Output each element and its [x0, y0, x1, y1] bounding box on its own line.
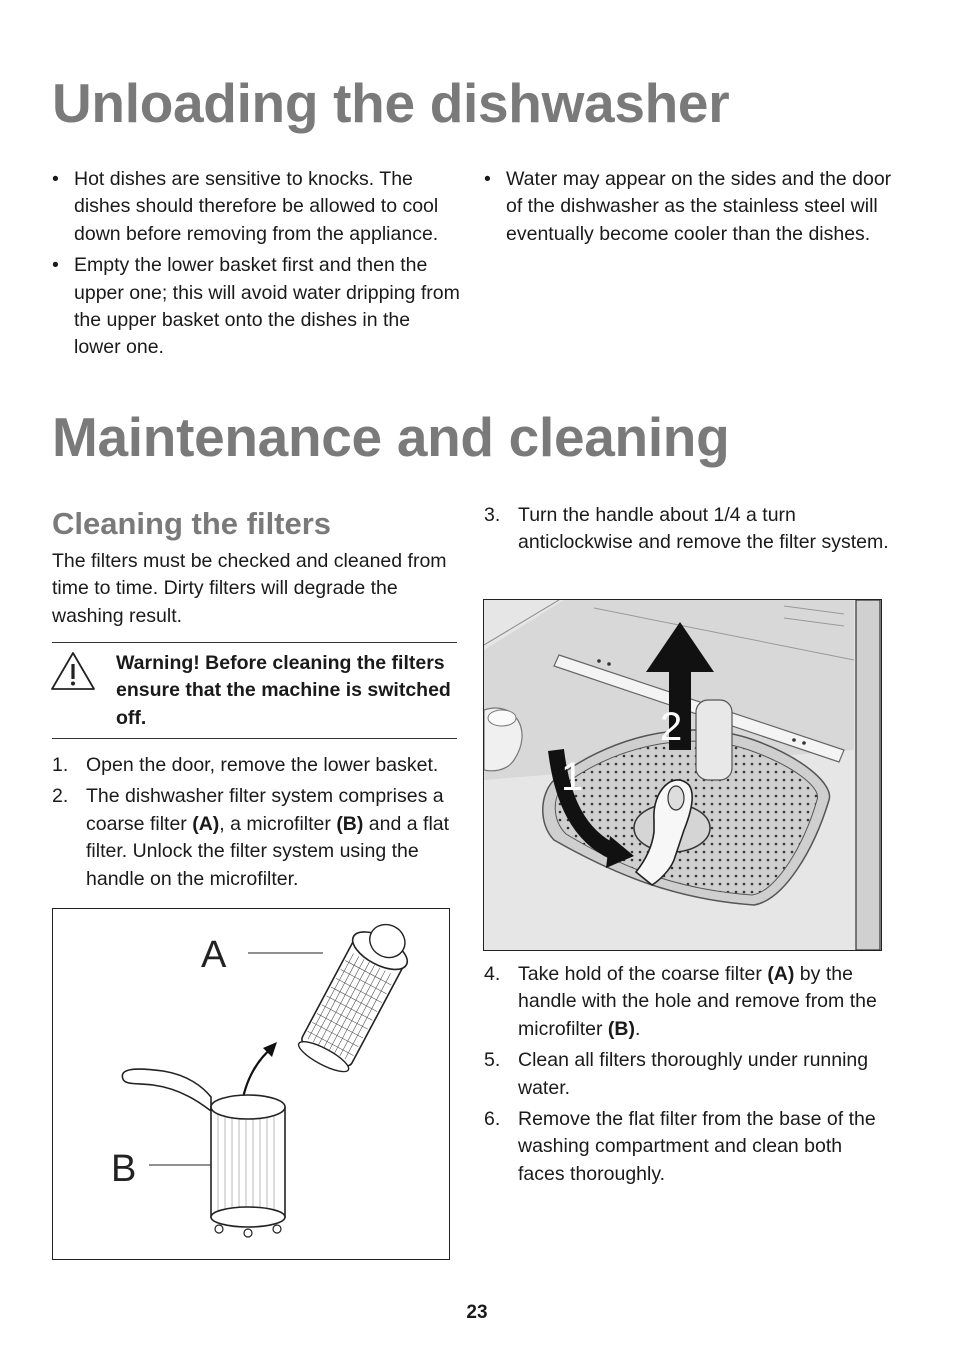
- filters-intro: The filters must be checked and cleaned from time to time. Dirty filters will degrade the washing result.: [52, 550, 447, 627]
- step-bold-ref: (B): [607, 1017, 635, 1040]
- unloading-bullets-left: [52, 166, 462, 362]
- step-text: Open the door, remove the lower basket.: [86, 754, 439, 776]
- bullet-text: Water may appear on the sides and the door of the dishwasher as the stainless steel will eventually become cooler than the dishes.: [506, 168, 892, 245]
- warning-top-rule: [52, 642, 457, 643]
- step-item: [484, 502, 894, 557]
- unloading-right-column: [484, 166, 899, 252]
- step-number: 5.: [484, 1049, 501, 1072]
- bullet-item: [52, 252, 462, 362]
- step3-column: [484, 502, 894, 561]
- bullet-item: [484, 166, 899, 248]
- dishwasher-drawing: [484, 600, 881, 950]
- step-item: [484, 1047, 894, 1102]
- label-a: A: [201, 934, 227, 976]
- section-title-maintenance: Maintenance and cleaning: [52, 406, 730, 468]
- bullet-text: Hot dishes are sensitive to knocks. The dishes should therefore be allowed to cool down before removing from the appliance.: [74, 168, 439, 245]
- warning-triangle-icon: [50, 650, 96, 692]
- step-bold-ref: (B): [336, 812, 364, 835]
- section-title-unloading: Unloading the dishwasher: [52, 72, 730, 134]
- step-number: 3.: [484, 504, 501, 526]
- bullet-text: Empty the lower basket first and then the upper one; this will avoid water dripping from the upper basket onto the dishes in the lower one.: [74, 254, 460, 359]
- steps-right-column: [484, 961, 894, 1192]
- bullet-dot: •: [484, 168, 491, 190]
- step-text: , a microfilter: [219, 812, 337, 835]
- bullet-dot: •: [52, 254, 59, 277]
- filter-illustration: [52, 908, 450, 1260]
- steps-list-right: [484, 961, 894, 1188]
- steps-list-step3: [484, 502, 894, 557]
- step-number: 6.: [484, 1108, 501, 1131]
- step-text: by the handle with the hole and remove from the microfilter: [518, 963, 877, 1040]
- steps-list-left: [52, 752, 460, 893]
- step-text: Clean all filters thoroughly under running water.: [518, 1049, 869, 1099]
- step-bold-ref: (A): [192, 812, 220, 835]
- page-number: 23: [466, 1302, 488, 1323]
- subsection-title-cleaning-filters: Cleaning the filters: [52, 506, 332, 541]
- step-item: [484, 1106, 894, 1188]
- step-text: .: [635, 1017, 641, 1040]
- dishwasher-illustration: [483, 599, 882, 951]
- step-item: [52, 783, 460, 893]
- step-item: [52, 752, 460, 779]
- bullet-dot: •: [52, 168, 59, 190]
- coarse-filter-a: [293, 912, 419, 1078]
- warning-text: Warning! Before cleaning the filters ensure that the machine is switched off.: [116, 652, 451, 729]
- bullet-item: [52, 166, 462, 248]
- step-number: 4.: [484, 963, 501, 985]
- step-number: 1.: [52, 754, 69, 776]
- step-text: and a flat filter. Unlock the filter system using the handle on the microfilter.: [86, 812, 450, 890]
- step-text: Turn the handle about 1/4 a turn anticlockwise and remove the filter system.: [518, 504, 889, 554]
- warning-bottom-rule: [52, 738, 457, 739]
- step-number: 2.: [52, 785, 69, 808]
- step-text: Remove the flat filter from the base of the washing compartment and clean both faces thoroughly.: [518, 1108, 876, 1185]
- label-b: B: [111, 1148, 137, 1190]
- filter-drawing: [53, 909, 449, 1259]
- step-text: Take hold of the coarse filter: [518, 963, 768, 985]
- unloading-left-column: [52, 166, 462, 366]
- step-text: The dishwasher filter system comprises a coarse filter: [86, 785, 444, 835]
- microfilter-b: [122, 1069, 285, 1237]
- label-2: 2: [660, 705, 683, 749]
- steps-left-column: [52, 752, 460, 897]
- label-1: 1: [561, 755, 584, 799]
- step-item: [484, 961, 894, 1043]
- step-bold-ref: (A): [767, 963, 795, 985]
- unloading-bullets-right: [484, 166, 899, 248]
